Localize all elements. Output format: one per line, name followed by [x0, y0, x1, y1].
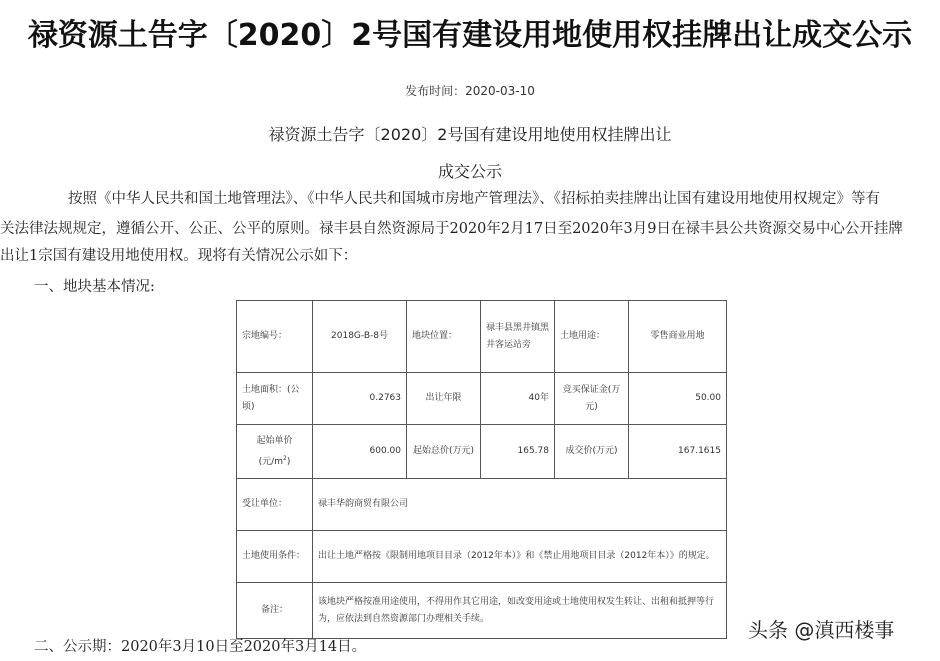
- starting-unit-price-unit-close: ): [286, 456, 291, 467]
- table-row: [237, 479, 727, 531]
- starting-unit-price-unit: (元/m: [258, 456, 283, 467]
- starting-total-price-label: 起始总价(万元): [407, 425, 481, 479]
- notice-title-line2: 成交公示: [437, 162, 502, 181]
- table-row: [237, 301, 727, 373]
- section-heading-plot-info: 一、地块基本情况:: [34, 279, 155, 295]
- starting-unit-price-label: [237, 425, 313, 479]
- deposit-label: 竞买保证金(万元): [555, 373, 629, 425]
- table-row: [237, 583, 727, 639]
- lease-term-label: 出让年限: [407, 373, 481, 425]
- remarks-label: 备注：: [237, 583, 313, 639]
- starting-total-price-value: 165.78: [481, 425, 555, 479]
- notice-paragraph-line3: 出让1宗国有建设用地使用权。现将有关情况公示如下：: [0, 248, 358, 264]
- final-price-label: 成交价(万元): [555, 425, 629, 479]
- transferee-label: 受让单位：: [237, 479, 313, 531]
- notice-paragraph-line2: 关法律法规规定，遵循公开、公正、公平的原则。禄丰县自然资源局于2020年2月17日至2020年3月9日在禄丰县公共资源交易中心公开挂牌: [0, 221, 903, 237]
- source-watermark: 头条 @滇西楼事: [748, 618, 895, 642]
- location-label: 地块位置：: [407, 301, 481, 373]
- usage-conditions-value: 出让土地严格按《限制用地项目目录（2012年本）》和《禁止用地项目目录（2012年本）》的规定。: [313, 531, 727, 583]
- final-price-value: 167.1615: [629, 425, 727, 479]
- transferee-value: 禄丰华韵商贸有限公司: [313, 479, 727, 531]
- land-use-label: 土地用途：: [555, 301, 629, 373]
- table-row: [237, 373, 727, 425]
- notice-title-line1: 禄资源土告字〔2020〕2号国有建设用地使用权挂牌出让: [268, 125, 672, 144]
- section-heading-publicity-period: 二、公示期：2020年3月10日至2020年3月14日。: [34, 639, 367, 655]
- location-value: 禄丰县黑井镇黑井客运站旁: [481, 301, 555, 373]
- starting-unit-price-unit-exponent: 2: [282, 454, 287, 462]
- parcel-number-label: 宗地编号：: [237, 301, 313, 373]
- starting-unit-price-label-text: 起始单价: [256, 435, 293, 446]
- land-area-value: 0.2763: [313, 373, 407, 425]
- deposit-value: 50.00: [629, 373, 727, 425]
- publish-time: 发布时间：2020-03-10: [405, 84, 535, 98]
- parcel-number-value: 2018G-B-8号: [313, 301, 407, 373]
- starting-unit-price-value: 600.00: [313, 425, 407, 479]
- land-use-value: 零售商业用地: [629, 301, 727, 373]
- usage-conditions-label: 土地使用条件：: [237, 531, 313, 583]
- lease-term-value: 40年: [481, 373, 555, 425]
- table-row: [237, 531, 727, 583]
- notice-paragraph-line1: 按照《中华人民共和国土地管理法》、《中华人民共和国城市房地产管理法》、《招标拍卖挂牌出让国有建设用地使用权规定》等有: [68, 191, 880, 207]
- page-title: 禄资源土告字〔2020〕2号国有建设用地使用权挂牌出让成交公示: [27, 18, 913, 53]
- table-row: [237, 425, 727, 479]
- land-area-label: 土地面积：(公顷): [237, 373, 313, 425]
- land-info-table: [236, 300, 727, 639]
- remarks-value: 该地块严格按准用途使用，不得用作其它用途，如改变用途或土地使用权发生转让、出租和抵押等行为，应依法到自然资源部门办理相关手续。: [313, 583, 727, 639]
